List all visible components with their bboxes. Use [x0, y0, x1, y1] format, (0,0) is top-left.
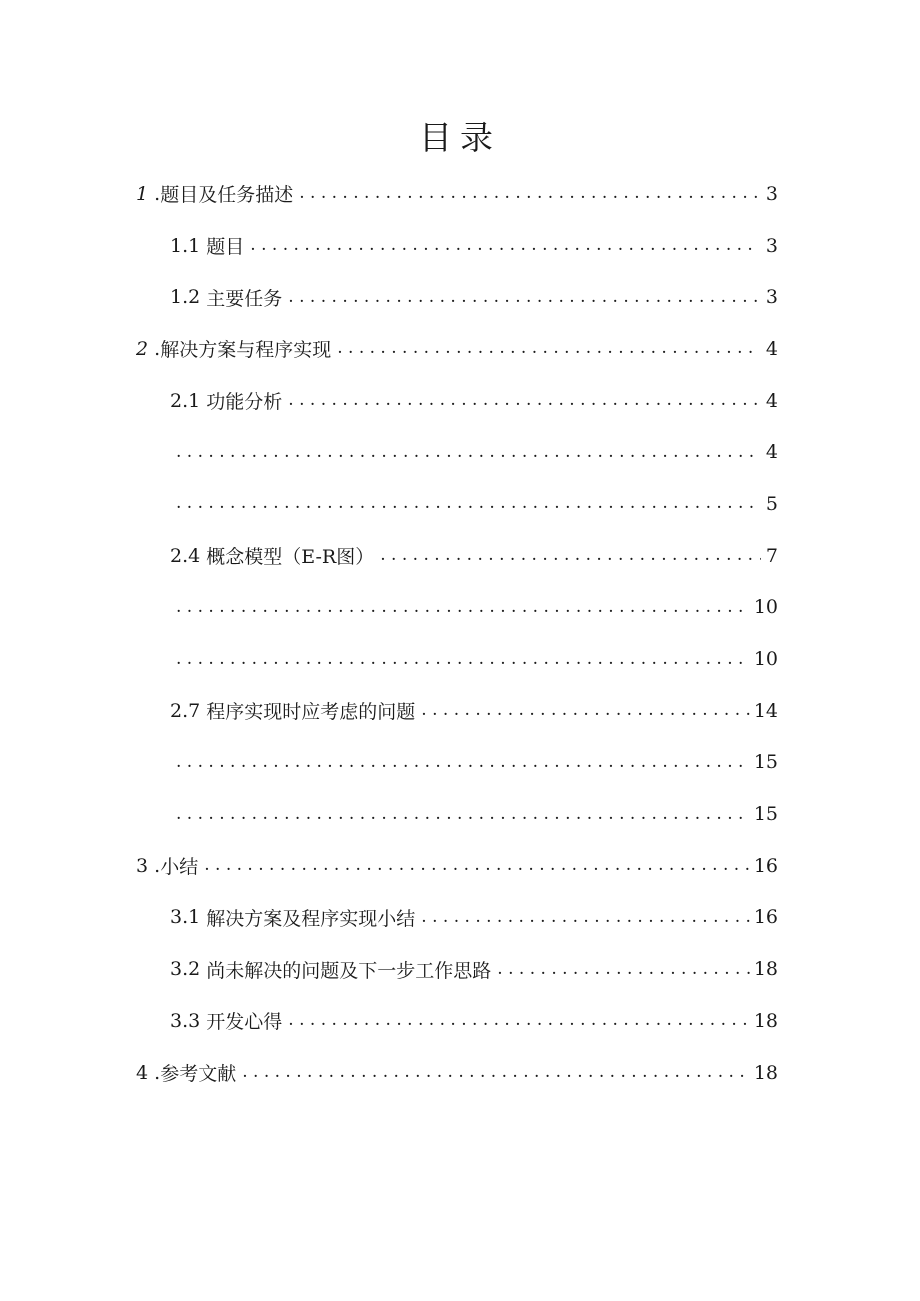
toc-entry[interactable]	[0, 943, 920, 995]
toc-entry-title: 尚未解决的问题及下一步工作思路	[206, 959, 492, 982]
toc-entry-title: 开发心得	[206, 1011, 283, 1034]
toc-entry-number: 1	[136, 182, 149, 205]
toc-entry-number: 4	[136, 1061, 149, 1084]
toc-dot-leader	[204, 857, 750, 874]
toc-entry-page-number: 16	[753, 906, 778, 929]
toc-entry[interactable]	[0, 375, 920, 427]
toc-entry-page-number: 3	[765, 234, 778, 257]
toc-entry-page-number: 16	[753, 854, 778, 877]
toc-entry[interactable]	[0, 271, 920, 323]
toc-dot-leader	[176, 444, 754, 461]
toc-entry-page-number: 4	[765, 389, 778, 412]
toc-entry-title: 概念模型（E-R图）	[206, 546, 375, 569]
toc-entry-title: 题目	[206, 236, 245, 259]
toc-entry[interactable]	[0, 168, 920, 220]
toc-dot-leader	[288, 289, 758, 306]
toc-entry[interactable]	[0, 426, 920, 478]
toc-title: 目录	[419, 118, 501, 157]
toc-entry-number: 2	[136, 337, 149, 360]
toc-entry-title: 解决方案及程序实现小结	[206, 907, 416, 930]
toc-entry-page-number: 7	[765, 544, 778, 567]
toc-entry[interactable]	[0, 582, 920, 634]
toc-entry-number: 1.2	[170, 286, 201, 309]
toc-entry[interactable]	[0, 892, 920, 944]
toc-entry-title: 小结	[160, 856, 199, 879]
toc-entry-page-number: 15	[753, 751, 778, 774]
toc-entry-number: 3.3	[170, 1009, 201, 1032]
toc-entry-number: 2.4	[170, 544, 201, 567]
toc-dot-leader	[250, 237, 756, 254]
toc-entry-page-number: 5	[765, 492, 778, 515]
toc-dot-leader	[497, 961, 750, 978]
table-of-contents	[0, 168, 920, 1098]
toc-dot-leader	[380, 547, 761, 564]
toc-entry-number: 3	[136, 854, 149, 877]
toc-entry[interactable]	[0, 478, 920, 530]
toc-entry-number: 1.1	[170, 234, 201, 257]
toc-dot-leader	[176, 495, 754, 512]
toc-dot-leader	[176, 754, 750, 771]
toc-entry-title: 题目及任务描述	[160, 184, 294, 207]
toc-entry-page-number: 3	[765, 182, 778, 205]
toc-entry-title: 参考文献	[160, 1063, 237, 1086]
toc-entry-page-number: 15	[753, 803, 778, 826]
toc-entry[interactable]	[0, 323, 920, 375]
toc-entry-page-number: 18	[753, 1061, 778, 1084]
toc-entry-separator: .	[148, 1061, 161, 1084]
toc-entry-number: 2.1	[170, 389, 201, 412]
toc-dot-leader	[176, 599, 750, 616]
toc-entry-title: 主要任务	[206, 287, 283, 310]
toc-entry-page-number: 10	[753, 596, 778, 619]
toc-entry[interactable]	[0, 530, 920, 582]
toc-dot-leader	[288, 1012, 750, 1029]
toc-entry[interactable]	[0, 1047, 920, 1099]
toc-entry-title: 解决方案与程序实现	[160, 339, 332, 362]
toc-entry-number: 2.7	[170, 699, 201, 722]
toc-entry-page-number: 4	[765, 441, 778, 464]
toc-entry[interactable]	[0, 788, 920, 840]
toc-entry[interactable]	[0, 737, 920, 789]
toc-entry-title: 程序实现时应考虑的问题	[206, 701, 416, 724]
toc-entry-separator: .	[148, 854, 161, 877]
toc-dot-leader	[242, 1064, 750, 1081]
toc-entry-title: 功能分析	[206, 391, 283, 414]
toc-entry[interactable]	[0, 685, 920, 737]
toc-dot-leader	[299, 185, 758, 202]
toc-dot-leader	[176, 806, 750, 823]
toc-entry-separator: .	[148, 182, 161, 205]
toc-entry-page-number: 10	[753, 648, 778, 671]
toc-entry-page-number: 18	[753, 958, 778, 981]
toc-entry-page-number: 4	[765, 337, 778, 360]
toc-entry[interactable]	[0, 633, 920, 685]
toc-dot-leader	[176, 651, 750, 668]
toc-dot-leader	[288, 392, 758, 409]
toc-entry[interactable]	[0, 220, 920, 272]
toc-entry[interactable]	[0, 840, 920, 892]
toc-entry-number: 3.1	[170, 906, 201, 929]
toc-entry-number: 3.2	[170, 958, 201, 981]
toc-dot-leader	[421, 909, 750, 926]
toc-entry-page-number: 3	[765, 286, 778, 309]
toc-dot-leader	[421, 702, 750, 719]
toc-entry[interactable]	[0, 995, 920, 1047]
toc-entry-page-number: 14	[753, 699, 778, 722]
toc-entry-separator: .	[148, 337, 161, 360]
toc-dot-leader	[337, 340, 759, 357]
toc-entry-page-number: 18	[753, 1009, 778, 1032]
